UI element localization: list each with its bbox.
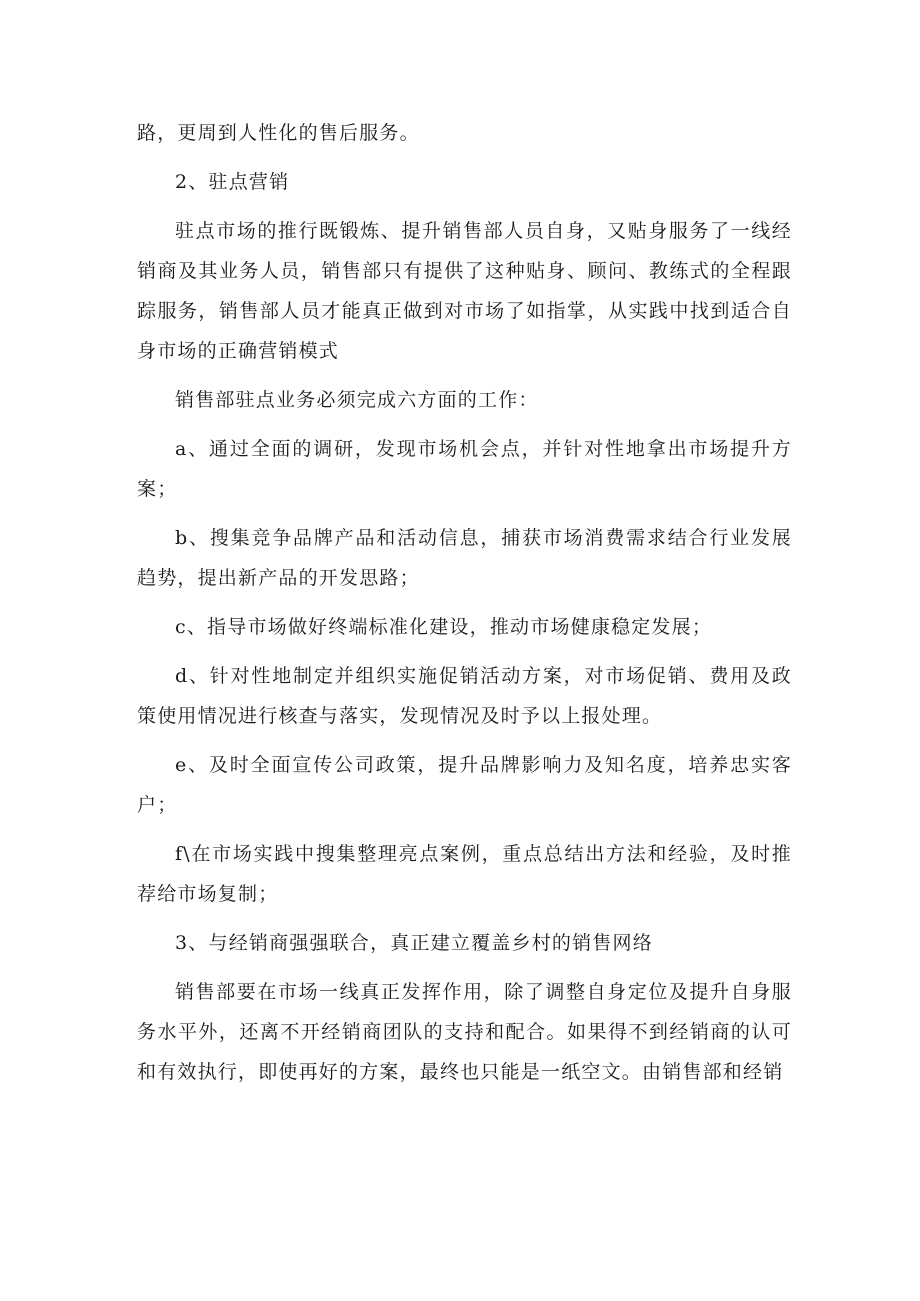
task-item-a: a、通过全面的调研，发现市场机会点，并针对性地拿出市场提升方案； — [137, 438, 792, 500]
section-heading-2: 2、驻点营销 — [175, 171, 290, 193]
paragraph-dealers: 销售部要在市场一线真正发挥作用，除了调整自身定位及提升自身服务水平外，还离不开经销商团队的支持和配合。如果得不到经销商的认可和有效执行，即使再好的方案，最终也只能是一纸空文。由销售部和经销 — [137, 981, 792, 1083]
paragraph-tasks-lead: 销售部驻点业务必须完成六方面的工作： — [175, 389, 539, 411]
document-body — [137, 113, 792, 1101]
task-item-d: d、针对性地制定并组织实施促销活动方案，对市场促销、费用及政策使用情况进行核查与落实，发现情况及时予以上报处理。 — [137, 665, 792, 727]
paragraph-intro: 驻点市场的推行既锻炼、提升销售部人员自身，又贴身服务了一线经销商及其业务人员，销售部只有提供了这种贴身、顾问、教练式的全程跟踪服务，销售部人员才能真正做到对市场了如指掌，从实践中找到适合自身市场的正确营销模式 — [137, 220, 792, 362]
paragraph-continuation: 路，更周到人性化的售后服务。 — [137, 122, 420, 144]
task-item-b: b、搜集竞争品牌产品和活动信息，捕获市场消费需求结合行业发展趋势，提出新产品的开发思路； — [137, 527, 792, 589]
task-item-e: e、及时全面宣传公司政策，提升品牌影响力及知名度，培养忠实客户； — [137, 754, 792, 816]
section-heading-3: 3、与经销商强强联合，真正建立覆盖乡村的销售网络 — [175, 932, 653, 954]
task-item-f: f\在市场实践中搜集整理亮点案例，重点总结出方法和经验，及时推荐给市场复制； — [137, 843, 792, 905]
task-item-c: c、指导市场做好终端标准化建设，推动市场健康稳定发展； — [175, 616, 713, 638]
